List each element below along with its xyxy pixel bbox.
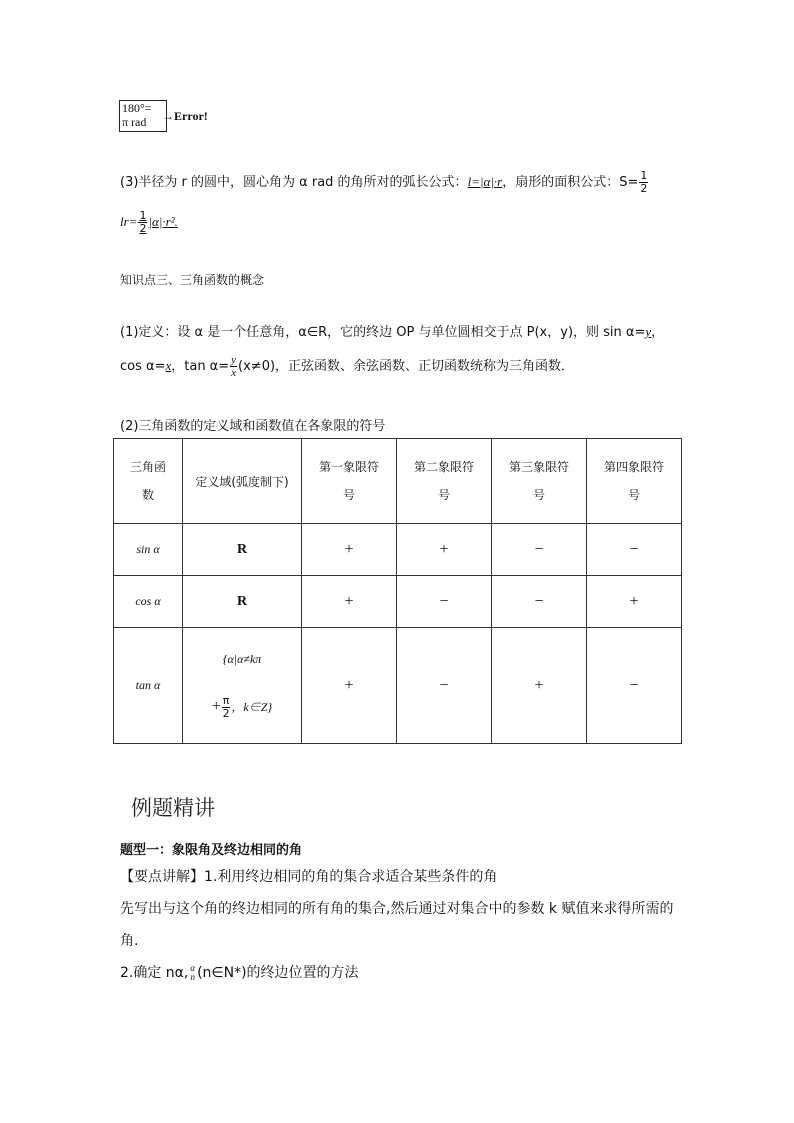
table-caption: (2)三角函数的定义域和函数值在各象限的符号 [120,419,386,434]
error-text: Error! [174,109,208,123]
def-line1 [120,321,664,340]
sign-cell: − [587,628,682,744]
sign-cell: − [492,524,587,576]
plus-sign: + [211,697,221,715]
fn-cell: tan α [114,628,183,744]
frac-den: x [231,367,237,379]
header-line: 第一象限符 [318,460,379,474]
conversion-line2: π rad [122,115,147,129]
frac-den: 2 [222,706,230,720]
frac-num: α [190,963,196,973]
para3-text-b: ，扇形的面积公式：S= [502,175,639,190]
sin-value: y [645,324,652,339]
fn-cell: cos α [114,576,183,628]
kp3-title: 知识点三、三角函数的概念 [120,273,265,287]
sign-cell: + [397,524,492,576]
sign-cell: − [397,628,492,744]
sign-cell: + [302,576,397,628]
domain-line1: {α|α≠kπ [222,651,262,666]
para3-fraction [639,170,648,195]
frac-num: 1 [640,169,648,182]
para-a2: 角. [120,933,139,949]
sign-cell: + [302,524,397,576]
cos-prefix: cos α= [120,359,166,374]
para-b-post: (n∈N*)的终边位置的方法 [197,965,359,981]
def-a-end: ， [651,325,665,340]
para-b-pre: 2.确定 nα, [120,965,189,981]
key-point: 【要点讲解】1.利用终边相同的角的集合求适合某些条件的角 [120,869,498,885]
sign-cell: + [302,628,397,744]
header-line: 号 [437,488,450,502]
sign-cell: − [492,576,587,628]
def-b-end: (x≠0)，正弦函数、余弦函数、正切函数统称为三角函数． [238,359,575,374]
header-line: 号 [532,488,545,502]
header-line: 定义域(弧度制下) [195,474,289,489]
cos-value: x [165,358,172,373]
para3-line1 [120,170,649,195]
line2-prefix: lr= [120,214,138,229]
para-b [120,962,359,982]
def-line2 [120,354,574,379]
header-line: 号 [342,488,355,502]
arrow-icon: → [162,109,174,123]
table-header-row [114,439,682,524]
conversion-line1: 180°= [122,101,152,115]
frac-num: π [222,693,230,707]
frac-num: y [231,354,237,366]
conversion-box [119,100,167,132]
trig-sign-table [113,438,682,744]
line2-fraction [138,210,147,235]
tan-fraction [230,354,237,379]
sign-cell: + [587,576,682,628]
header-cell [397,439,492,524]
header-cell [114,439,183,524]
tan-prefix: ，tan α= [171,359,230,374]
frac-den: n [190,972,195,982]
sign-cell: − [587,524,682,576]
domain-cell: R [183,524,302,576]
frac-num: 1 [139,209,147,222]
line2-suffix: |α|·r². [148,214,178,229]
section-title: 例题精讲 [131,796,215,820]
header-line: 第三象限符 [508,460,569,474]
domain-cell: R [183,576,302,628]
frac-den: 2 [139,222,147,235]
table-row [114,524,682,576]
def-text-a: (1)定义：设 α 是一个任意角，α∈R，它的终边 OP 与单位圆相交于点 P(x，y)，则 sin α= [120,325,646,340]
sign-cell: + [492,628,587,744]
table-row [114,628,682,744]
alpha-over-n [189,964,196,982]
header-cell [183,439,302,524]
domain-cell [183,628,302,744]
frac-den: 2 [640,182,648,195]
para3-text-a: (3)半径为 r 的圆中，圆心角为 α rad 的角所对的弧长公式： [120,175,468,190]
header-cell [302,439,397,524]
header-line: 数 [141,488,154,502]
para3-line2 [120,210,178,235]
header-line: 第二象限符 [413,460,474,474]
header-cell [492,439,587,524]
pi-over-2 [222,695,231,720]
header-line: 三角函 [129,460,166,474]
header-cell [587,439,682,524]
table-row [114,576,682,628]
arc-length-formula: l=|α|·r [467,174,503,189]
header-line: 第四象限符 [603,460,664,474]
domain-line2 [183,695,301,720]
fn-cell: sin α [114,524,183,576]
domain-tail: ，k∈Z} [231,699,273,714]
sign-cell: − [397,576,492,628]
para-a: 先写出与这个角的终边相同的所有角的集合,然后通过对集合中的参数 k 赋值来求得所需的 [120,901,674,917]
type1-title: 题型一：象限角及终边相同的角 [120,843,303,858]
header-line: 号 [627,488,640,502]
